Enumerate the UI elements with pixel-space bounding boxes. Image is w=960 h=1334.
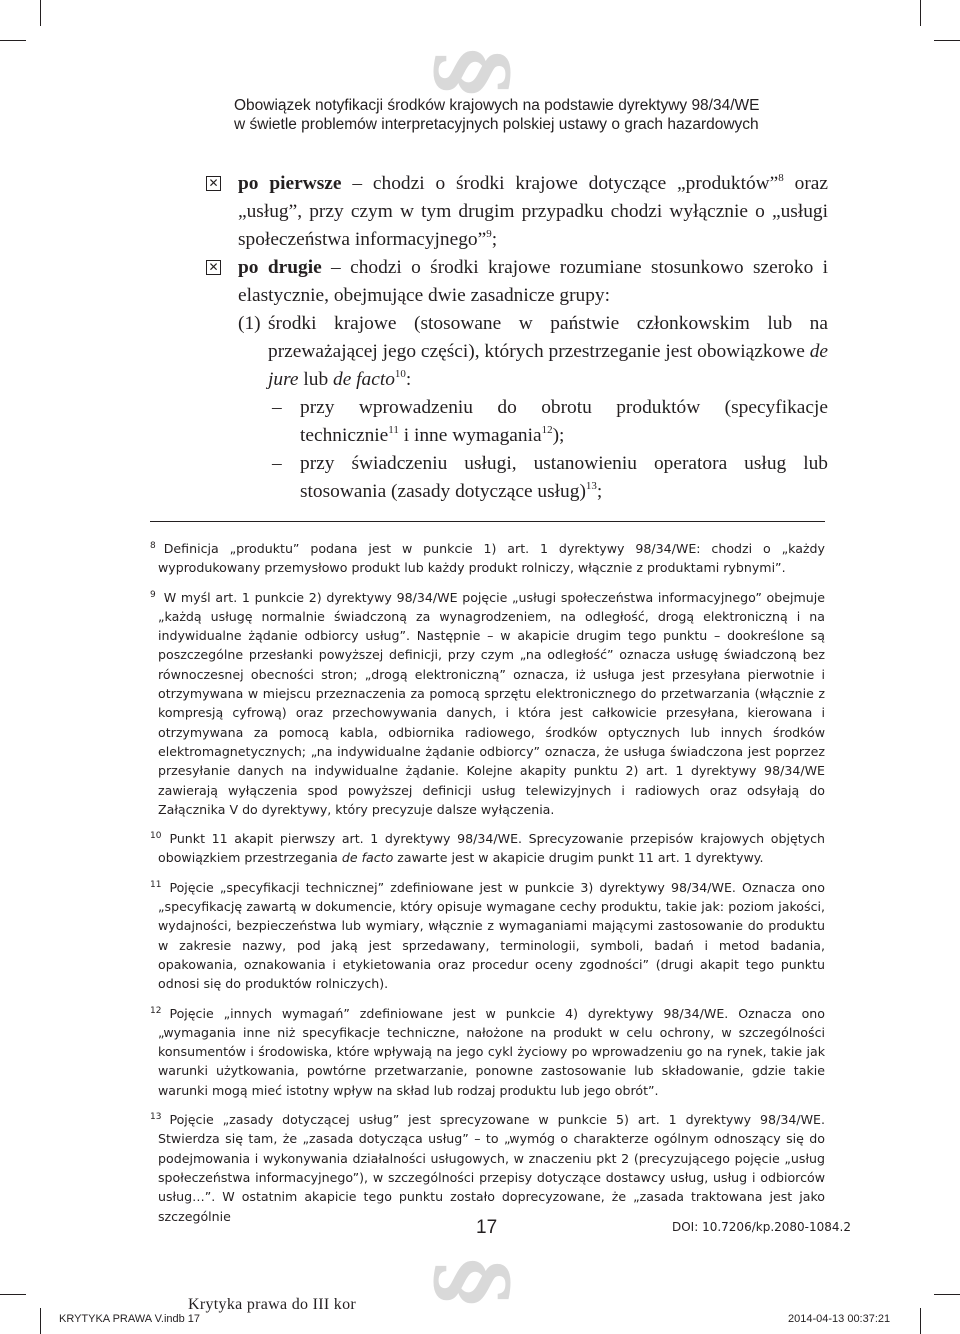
footnote-ref[interactable]: 13 — [585, 480, 597, 492]
dash-marker: – — [272, 397, 282, 418]
footnote — [150, 876, 825, 994]
footnote-text: W myśl art. 1 punkcie 2) dyrektywy 98/34/WE pojęcie „usługi społeczeństwa informacyjnego” obejmuje „każdą usługę normalnie świadczoną za wynagrodzeniem, na odległość, drogą elektroniczną i na indywidualne żądanie odbiorcy usług”. Następnie – w akapicie drugim tego punktu – dookreślone są poszczególne przesłanki powyższej definicji, przy czym „na odległość” oznacza usługę świadczoną bez równoczesnej obecności stron; „drogą elektroniczną” oznacza, iż usługa jest przesyłana pierwotnie i otrzymywana w miejscu przeznaczenia za pomocą sprzętu elektronicznego do przetwarzania (włącznie z kompresją cyfrową) oraz przechowywania danych, i która jest całkowicie przesyłana, kierowana i otrzymywana za pomocą kabla, odbiornika radiowego, środków optycznych lub innych środków elektromagnetycznych; „na indywidualne żądanie odbiorcy” oznacza, że usługa świadczona jest poprzez przesyłanie danych na indywidualne żądanie. Kolejne akapity punktu 2) art. 1 dyrektywy 98/34/WE zawierają wyłączenia spod powyższej definicji usług telewizyjnych i radiowych oraz odsyłają do Załącznika V do dyrektywy, który precyzuje dalsze wyłączenia. — [158, 589, 825, 817]
footnote-number: 9 — [150, 589, 156, 600]
dash-marker: – — [272, 453, 282, 474]
item-text: przy wprowadzeniu do obrotu produktów (specyfikacje technicznie — [300, 397, 828, 446]
dash-item — [202, 394, 828, 450]
footnote-ref[interactable]: 8 — [778, 172, 784, 184]
section-sign-watermark: § — [416, 47, 525, 97]
item-text: środki krajowe (stosowane w państwie członkowskim lub na przeważającej jego części), których przestrzeganie jest obowiązkowe — [268, 313, 828, 362]
body-text — [202, 170, 828, 506]
footnote-text: Pojęcie „innych wymagań” zdefiniowane jest w punkcie 4) dyrektywy 98/34/WE. Oznacza ono „wymagania inne niż specyfikacje techniczne, nałożone na produkt w celu ochrony, w szczególności konsumentów i środowiska, które wpływają na jego cykl życiowy po wprowadzeniu go na rynek, takie jak warunki użytkowania, powtórne przetwarzanie, ponowne zastosowanie lub składowanie, gdzie takie warunki mogą mieć istotny wpływ na skład lub rodzaj produktu lub jego obrót”. — [158, 1005, 825, 1098]
running-head-line: w świetle problemów interpretacyjnych polskiej ustawy o grach hazardowych — [234, 116, 759, 133]
print-slug-file: KRYTYKA PRAWA V.indb 17 — [59, 1313, 201, 1325]
footnote-text: zawarte jest w akapicie drugim punkt 11 art. 1 dyrektywy. — [393, 850, 764, 866]
footnote-ref[interactable]: 12 — [541, 424, 553, 436]
item-text: ; — [596, 481, 603, 502]
footnote — [150, 1108, 825, 1226]
sub-item — [202, 310, 828, 394]
crop-mark — [0, 40, 26, 41]
section-sign-watermark: § — [416, 1257, 525, 1307]
list-item — [202, 254, 828, 310]
item-text: – chodzi o środki krajowe rozumiane stosunkowo szeroko i elastycznie, obejmujące dwie zasadnicze grupy: — [238, 257, 828, 306]
footnote-text: Pojęcie „specyfikacji technicznej” zdefiniowane jest w punkcie 3) dyrektywy 98/34/WE. Oznacza ono „specyfikację zawartą w dokumencie, który opisuje wymagane cechy produktu, takie jak: poziom jakości, wydajności, bezpieczeństwa lub wymiary, włącznie z wymaganiami mającymi zastosowanie do produktu w zakresie nazwy, pod jaką jest sprzedawany, terminologii, symboli, badań i metod badania, opakowania, oznakowania i etykietowania oraz procedur oceny zgodności” (drugi akapit tego punktu odnosi się do produktów rolniczych). — [158, 879, 825, 992]
page-number: 17 — [476, 1217, 498, 1238]
footnote-ref[interactable]: 11 — [388, 424, 399, 436]
crop-mark — [934, 40, 960, 41]
journal-name: Krytyka prawa do III kor — [188, 1296, 357, 1313]
item-text: lub — [298, 369, 333, 390]
checkbox-x-icon: ✕ — [206, 176, 221, 191]
item-text: oraz „usług”, przy czym w tym drugim przypadku chodzi wyłącznie o „usługi społeczeństwa informacyjnego” — [238, 173, 828, 250]
crop-mark — [920, 0, 921, 26]
doi-label: DOI: 10.7206/kp.2080-1084.2 — [672, 1220, 851, 1234]
footnote-text: Punkt 11 akapit pierwszy art. 1 dyrektywy 98/34/WE. Sprecyzowanie przepisów krajowych objętych obowiązkiem przestrzegania — [158, 831, 825, 866]
footnote — [150, 827, 825, 868]
item-text: ); — [552, 425, 565, 446]
crop-mark — [934, 1294, 960, 1295]
item-text: przy świadczeniu usługi, ustanowieniu operatora usług lub stosowania (zasady dotyczące usług) — [300, 453, 828, 502]
footnote-number: 12 — [150, 1005, 162, 1016]
running-head-line: Obowiązek notyfikacji środków krajowych na podstawie dyrektywy 98/34/WE — [234, 97, 760, 114]
footnote-text: Definicja „produktu” podana jest w punkcie 1) art. 1 dyrektywy 98/34/WE: chodzi o „każdy wyprodukowany przemysłowo produkt lub każdy produkt rolniczy, włącznie z produktami rybnymi”. — [158, 541, 825, 576]
latin-term: de facto — [341, 850, 394, 866]
footnote-number: 11 — [150, 879, 162, 890]
footnote — [150, 1002, 825, 1100]
crop-mark — [40, 1308, 41, 1334]
item-text: : — [405, 369, 412, 390]
item-text: – chodzi o środki krajowe dotyczące „produktów” — [341, 173, 779, 194]
sub-item-number: (1) — [238, 313, 261, 334]
footnote-separator — [150, 521, 825, 522]
running-head — [234, 96, 894, 134]
footnote — [150, 537, 825, 578]
latin-term: de facto — [333, 369, 395, 390]
crop-mark — [0, 1294, 26, 1295]
item-lead: po pierwsze — [238, 173, 342, 194]
latin-term: de jure — [268, 341, 828, 390]
item-text: i inne wymagania — [398, 425, 542, 446]
crop-mark — [40, 0, 41, 26]
crop-mark — [920, 1308, 921, 1334]
list-item — [202, 170, 828, 254]
footnote-number: 13 — [150, 1112, 162, 1123]
checkbox-x-icon: ✕ — [206, 260, 221, 275]
footnote-text: Pojęcie „zasady dotyczącej usług” jest sprecyzowane w punkcie 5) art. 1 dyrektywy 98/34/WE. Stwierdza się tam, że „zasada dotycząca usług” – to „wymóg o charakterze ogólnym odnoszący się do podejmowania i wykonywania działalności usługowych, w znaczeniu pkt 2 (precyzującego pojęcie „usług społeczeństwa informacyjnego”), w szczególności przepisy dotyczące dostawcy usług, usług i odbiorców usług…”. W ostatnim akapicie tego punktu zostało doprecyzowane, że „zasada traktowana jest jako szczególnie — [158, 1112, 825, 1224]
item-lead: po drugie — [238, 257, 322, 278]
footnote — [150, 586, 825, 820]
item-text: ; — [491, 229, 498, 250]
footnote-number: 10 — [150, 831, 162, 842]
footnote-ref[interactable]: 9 — [486, 228, 492, 240]
dash-item — [202, 450, 828, 506]
print-slug-timestamp: 2014-04-13 00:37:21 — [788, 1313, 891, 1325]
footnote-number: 8 — [150, 541, 156, 551]
footnotes — [150, 537, 825, 1234]
footnote-ref[interactable]: 10 — [394, 368, 406, 380]
